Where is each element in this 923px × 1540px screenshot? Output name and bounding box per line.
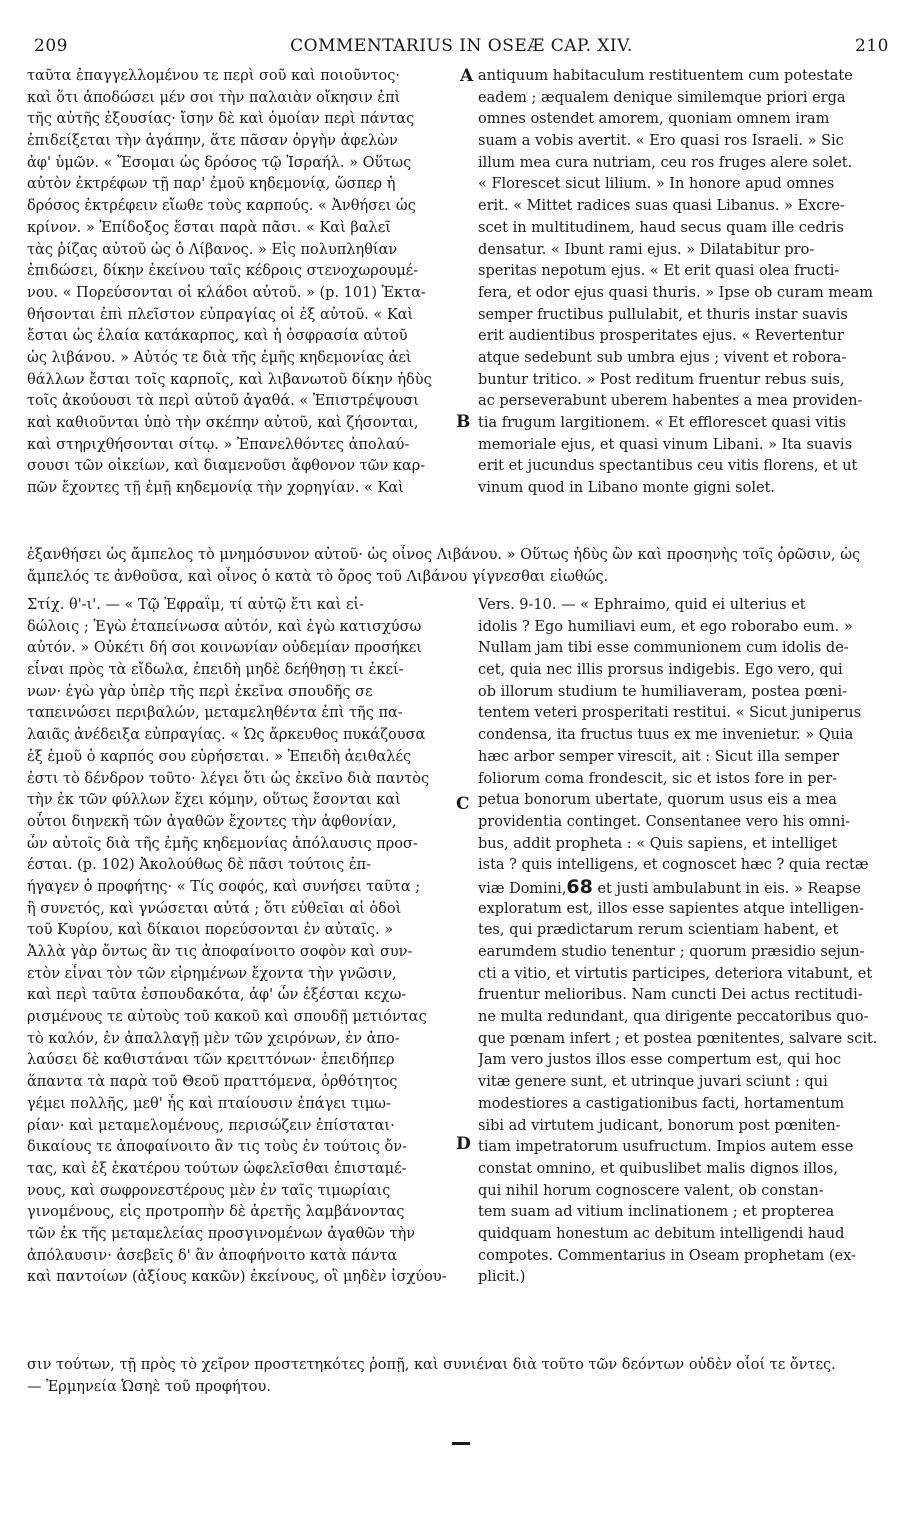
latin-text-line: « Florescet sicut lilium. » In honore apud omnes: [478, 176, 835, 193]
full-width-line-2: ἄμπελός τε ἀνθοῦσα, καὶ οἶνος ὁ κατὰ τὸ ὄρος τοῦ Λιβάνου γίγνεσθαι εἰωθώς.: [27, 569, 609, 585]
latin-text-line: petua bonorum ubertate, quorum usus eis a mea: [478, 792, 837, 809]
latin-text-line: atque sedebunt sub umbra ejus ; vivent et robora-: [478, 349, 847, 366]
greek-text-line: θήσονται ἐπὶ πλεῖστον εὐπραγίας οἱ ἐξ αὐτοῦ. « Καὶ: [27, 306, 414, 323]
greek-text-line: ἅπαντα τὰ παρὰ τοῦ Θεοῦ πραττόμενα, ὀρθότητος: [27, 1074, 398, 1091]
latin-text-line: qui nihil horum cognoscere valent, ob constan-: [478, 1182, 824, 1199]
greek-text-line: καὶ καθιοῦνται ὑπὸ τὴν σκέπην αὐτοῦ, καὶ ζήσονται,: [27, 415, 419, 431]
greek-text-line: ἀπόλαυσιν· ἀσεβεῖς δ' ἂν ἀποφήνοιτο κατὰ πάντα: [27, 1247, 398, 1264]
section-marker-a: A: [460, 66, 474, 86]
closing-title-line: — Ἑρμηνεία Ὡσηὲ τοῦ προφήτου.: [27, 1379, 271, 1395]
latin-text-line: modestiores a castigationibus facti, hortamentum: [478, 1095, 845, 1112]
latin-text-line: compotes. Commentarius in Oseam prophetam (ex-: [478, 1247, 856, 1264]
latin-text-line: fruentur melioribus. Nam cuncti Dei actus rectitudi-: [478, 987, 863, 1004]
greek-text-line: ἐπιδώσει, δίκην ἐκείνου ταῖς κέδροις στενοχωρουμέ-: [27, 263, 419, 280]
latin-text-line: tia frugum largitionem. « Et efflorescet quasi vitis: [478, 415, 847, 431]
greek-text-line: έσται. (p. 102) Ἀκολούθως δὲ πᾶσι τούτοις ἐπ-: [27, 857, 372, 874]
latin-text-line: suam a vobis avertit. « Ero quasi ros Israeli. » Sic: [478, 133, 844, 150]
latin-text-line: illum mea cura nutriam, ceu ros fruges alere solet.: [478, 154, 853, 171]
greek-text-line: ἔσται ὡς ἐλαία κατάκαρπος, καὶ ἡ ὀσφρασία αὐτοῦ: [27, 328, 408, 345]
greek-text-line: τῆς αὐτῆς ἐξουσίας· ἴσην δὲ καὶ ὁμοίαν περὶ πάντας: [27, 111, 415, 128]
latin-text-line: scet in multitudinem, haud secus quam ille cedris: [478, 219, 844, 236]
greek-text-line: καὶ περὶ ταῦτα ἐσπουδακότα, ἀφ' ὧν ἐξέσται κεχω-: [27, 987, 407, 1004]
latin-text-line: ob illorum studium te humiliaveram, postea pœni-: [478, 683, 848, 700]
latin-text-line: idolis ? Ego humiliavi eum, et ego roborabo eum. »: [478, 618, 853, 635]
latin-text-line: plicit.): [478, 1269, 526, 1286]
latin-text-line: Nullam jam tibi esse communionem cum idolis de-: [478, 640, 849, 657]
latin-text-line: que pœnam infert ; et postea pœnitentes, salvare scit.: [478, 1030, 878, 1047]
latin-text-line: cti a vitio, et virtutis participes, deteriora vitabunt, et: [478, 965, 873, 982]
latin-text-line: Jam vero justos illos esse compertum est, qui hoc: [478, 1052, 842, 1069]
greek-text-line: ρισμένους τε αὐτοὺς τοῦ κακοῦ καὶ σπουδῇ μετιόντας: [27, 1009, 427, 1026]
latin-column-top: [478, 66, 892, 500]
latin-text-line: exploratum est, illos esse sapientes atque intelligen-: [478, 900, 864, 917]
running-title: COMMENTARIUS IN OSEÆ CAP. XIV.: [290, 36, 633, 56]
greek-text-line: καὶ παντοίων (ἀξίους κακῶν) ἐκείνους, οἳ μηδὲν ἰσχύου-: [27, 1269, 447, 1286]
latin-text-fragment: et justi ambulabunt in eis. » Reapse: [592, 880, 861, 897]
latin-text-line: condensa, ita fructus tuus ex me invenietur. » Quia: [478, 727, 854, 744]
latin-text-line: cet, quia nec illis prorsus indigebis. Ego vero, qui: [478, 662, 843, 679]
greek-text-line: ὧν αὐτοῖς διὰ τῆς ἐμῆς κηδεμονίας ἀπόλαυσις προσ-: [27, 835, 418, 852]
latin-text-line: omnes ostendet amorem, quoniam omnem iram: [478, 111, 830, 128]
greek-text-line: νους, καὶ σωφρονεστέρους μὲν ἐν ταῖς τιμωρίαις: [27, 1182, 391, 1199]
section-marker-c: C: [456, 794, 470, 814]
greek-text-line: τοῖς ἀκούουσι τὰ περὶ αὐτοῦ ἀγαθά. « Ἐπιστρέψουσι: [27, 393, 419, 410]
section-marker-b: B: [456, 412, 471, 432]
latin-text-line: ista ? quis intelligens, et cognoscet hæc ? quia rectæ: [478, 857, 869, 874]
latin-text-line: buntur tritico. » Post reditum fruentur rebus suis,: [478, 371, 845, 388]
latin-text-line: tiam impetratorum usufructum. Impios autem esse: [478, 1139, 854, 1156]
greek-column-top: [27, 66, 462, 500]
greek-text-line: ἐπιδείξεται τὴν ἀγάπην, ἅτε πᾶσαν ὀργὴν ἀφελὼν: [27, 133, 398, 150]
latin-text-line: erit audientibus prosperitates ejus. « Revertentur: [478, 328, 844, 345]
greek-text-line: νων· ἐγὼ γὰρ ὑπὲρ τῆς περὶ ἐκεῖνα σπουδῆς σε: [27, 683, 373, 700]
latin-text-line: sibi ad virtutem judicant, bonorum post pœniten-: [478, 1117, 841, 1134]
full-width-line-1: ἐξανθήσει ὡς ἄμπελος τὸ μνημόσυνον αὐτοῦ· ὡς οἶνος Λιβάνου. » Οὕτως ἡδὺς ὢν καὶ προσηνὴς τοῖς ὁρῶσιν, ὡς: [27, 547, 861, 563]
latin-text-line: eadem ; æqualem denique similemque priori erga: [478, 89, 846, 106]
latin-text-line: bus, addit propheta : « Quis sapiens, et intelliget: [478, 835, 838, 852]
greek-text-line: οὗτοι διηνεκῆ τῶν ἀγαθῶν ἔχοντες τὴν ἀφθονίαν,: [27, 813, 397, 830]
greek-text-line: τὰς ῥίζας αὐτοῦ ὡς ὁ Λίβανος. » Εἰς πολυπληθίαν: [27, 241, 398, 258]
greek-text-line: νου. « Πορεύσονται οἱ κλάδοι αὐτοῦ. » (p. 101) Ἐκτα-: [27, 284, 426, 301]
greek-text-line: σουσι τῶν οἰκείων, καὶ διαμενοῦσι ἄφθονον τῶν καρ-: [27, 458, 426, 475]
latin-text-line: erit. « Mittet radices suas quasi Libanus. » Excre-: [478, 198, 845, 215]
greek-text-line: καὶ ὅτι ἀποδώσει μέν σοι τὴν παλαιὰν οἴκησιν ἐπὶ: [27, 89, 401, 106]
greek-text-line: γέμει πολλῆς, μεθ' ἧς καὶ πταίουσιν ἐπάγει τιμω-: [27, 1095, 391, 1112]
latin-text-line: providentia continget. Consentanee vero his omni-: [478, 813, 851, 830]
greek-text-line: ἐστι τὸ δένδρον τοῦτο· λέγει ὅτι ὡς ἐκεῖνο διὰ παντὸς: [27, 770, 430, 787]
greek-column-bottom: [27, 595, 462, 1289]
page-number-left: 209: [34, 36, 68, 56]
latin-text-line: Vers. 9-10. — « Ephraimo, quid ei ulterius et: [478, 597, 806, 613]
page-header: [34, 36, 889, 62]
latin-text-line: vitæ genere sunt, et utrinque juvari sciunt : qui: [478, 1074, 828, 1091]
end-rule: [452, 1442, 470, 1445]
greek-text-line: καὶ στηριχθήσονται σίτῳ. » Ἐπανελθόντες ἀπολαύ-: [27, 436, 410, 453]
greek-text-line: θάλλων ἔσται τοῖς καρποῖς, καὶ λιβανωτοῦ δίκην ἡδὺς: [27, 371, 432, 388]
latin-text-line: viæ Domini,68 et justi ambulabunt in eis. » Reapse: [478, 876, 861, 898]
latin-text-line: quidquam honestum ac debitum intelligendi haud: [478, 1225, 845, 1242]
latin-text-line: erit et jucundus spectantibus ceu vitis florens, et ut: [478, 458, 858, 475]
greek-text-line: λαύσει δὲ καθιστάναι τῶν κρειττόνων· ἐπειδήπερ: [27, 1052, 395, 1069]
greek-text-line: ἀφ' ὑμῶν. « Ἔσομαι ὡς δρόσος τῷ Ἰσραήλ. » Οὕτως: [27, 154, 412, 171]
latin-text-line: ac perseverabunt uberem habentes a mea providen-: [478, 393, 863, 410]
section-marker-d: D: [456, 1134, 471, 1154]
greek-text-line: Ἀλλὰ γὰρ ὄντως ἂν τις ἀποφαίνοιτο σοφὸν καὶ συν-: [27, 944, 413, 960]
greek-text-line: τοῦ Κυρίου, καὶ δίκαιοι πορεύσονται ἐν αὐταῖς. »: [27, 922, 394, 939]
latin-text-line: tem suam ad vitium inclinationem ; et propterea: [478, 1204, 835, 1221]
latin-column-bottom: [478, 595, 892, 1289]
latin-text-line: tentem veteri prosperitati restitui. « Sicut juniperus: [478, 705, 862, 722]
greek-text-line: ρίαν· καὶ μεταμελομένους, περισώζειν ἐπίσταται·: [27, 1117, 395, 1134]
latin-text-line: memoriale ejus, et quasi vinum Libani. » Ita suavis: [478, 436, 853, 453]
latin-text-line: fera, et odor ejus quasi thuris. » Ipse ob curam meam: [478, 284, 874, 301]
latin-text-line: densatur. « Ibunt rami ejus. » Dilatabitur pro-: [478, 241, 815, 258]
greek-text-line: Στίχ. θ'-ι'. — « Τῷ Ἐφραΐμ, τί αὐτῷ ἔτι καὶ εἰ-: [27, 597, 365, 613]
greek-text-line: ὡς λιβάνου. » Αὐτός τε διὰ τῆς ἐμῆς κηδεμονίας ἀεὶ: [27, 349, 412, 366]
latin-text-line: tes, qui prædictarum rerum scientiam habent, et: [478, 922, 839, 939]
latin-text-line: hæc arbor semper virescit, ait : Sicut illa semper: [478, 748, 839, 765]
greek-text-line: ήγαγεν ὁ προφήτης· « Τίς σοφός, καὶ συνήσει ταῦτα ;: [27, 878, 421, 895]
latin-text-line: constat omnino, et quibuslibet malis dignos illos,: [478, 1160, 838, 1177]
greek-text-line: δικαίους τε ἀποφαίνοιτο ἂν τις τοὺς ἐν τούτοις ὄν-: [27, 1139, 407, 1156]
latin-text-line: foliorum coma frondescit, sic et istos fore in per-: [478, 770, 838, 787]
page-number-right: 210: [855, 36, 889, 56]
greek-text-line: τὴν ἐκ τῶν φύλλων ἔχει κόμην, οὕτως ἔσονται καὶ: [27, 792, 401, 809]
greek-text-line: λαιᾶς ἀνέδειξα εὐπραγίας. « Ὡς ἄρκευθος πυκάζουσα: [27, 727, 426, 744]
full-width-line-3: σιν τούτων, τῇ πρὸς τὸ χεῖρον προστετηκότες ῥοπῇ, καὶ συνιέναι διὰ τοῦτο τῶν δεόντων οὐδὲν οἷοί τε ὄντες.: [27, 1357, 836, 1373]
greek-text-line: κρίνον. » Ἐπίδοξος ἔσται παρὰ πᾶσι. « Καὶ βαλεῖ: [27, 219, 391, 236]
latin-text-line: semper fructibus pullulabit, et thuris instar suavis: [478, 306, 848, 323]
latin-text-line: earumdem studio tenentur ; quorum præsidio sejun-: [478, 944, 865, 960]
inline-page-number: 68: [566, 876, 593, 898]
greek-text-line: ταῦτα ἐπαγγελλομένου τε περὶ σοῦ καὶ ποιοῦντος·: [27, 68, 400, 84]
greek-text-line: αὐτὸν ἐκτρέφων τῇ παρ' ἐμοῦ κηδεμονίᾳ, ὥσπερ ἡ: [27, 176, 396, 193]
greek-text-line: δρόσος ἐκτρέφειν εἴωθε τοὺς καρπούς. « Ἀνθήσει ὡς: [27, 198, 416, 215]
greek-text-line: ετὸν εἶναι τὸν τῶν εἰρημένων ἔχοντα τὴν γνῶσιν,: [27, 965, 397, 982]
greek-text-line: δώλοις ; Ἐγὼ ἐταπείνωσα αὐτόν, καὶ ἐγὼ κατισχύσω: [27, 618, 422, 635]
greek-text-line: εἶναι πρὸς τὰ εἴδωλα, ἐπειδὴ μηδὲ δεήθησῃ τι ἐκεί-: [27, 662, 404, 679]
greek-text-line: ἢ συνετός, καὶ γνώσεται αὐτά ; ὅτι εὐθεῖαι αἱ ὁδοὶ: [27, 900, 402, 917]
latin-text-line: speritas nepotum ejus. « Et erit quasi olea fructi-: [478, 263, 840, 280]
greek-text-line: αὐτόν. » Οὐκέτι δή σοι κοινωνίαν οὐδεμίαν προσήκει: [27, 640, 422, 657]
greek-text-line: τῶν ἐκ τῆς μεταμελείας προσγινομένων ἀγαθῶν τὴν: [27, 1225, 416, 1242]
latin-text-line: vinum quod in Libano monte gigni solet.: [478, 480, 776, 497]
latin-text-line: antiquum habitaculum restituentem cum potestate: [478, 68, 853, 84]
greek-text-line: τας, καὶ ἐξ ἑκατέρου τούτων ὠφελεῖσθαι ἐπισταμέ-: [27, 1160, 407, 1177]
greek-text-line: ἐξ ἐμοῦ ὁ καρπός σου εὑρήσεται. » Ἐπειδὴ ἀειθαλές: [27, 748, 412, 765]
latin-text-line: ne multa redundant, qua dirigente peccatoribus quo-: [478, 1009, 869, 1026]
greek-text-line: πῶν ἔχοντες τῇ ἐμῇ κηδεμονίᾳ τὴν χορηγίαν. « Καὶ: [27, 480, 404, 497]
greek-text-line: τὸ καλόν, ἐν ἀπαλλαγῇ μὲν τῶν χειρόνων, ἐν ἀπο-: [27, 1030, 400, 1047]
greek-text-line: ταπεινώσει περιβαλών, μεταμεληθέντα ἐπὶ τῆς πα-: [27, 705, 403, 722]
greek-text-line: γινομένους, εἰς προτροπὴν δὲ ἀρετῆς λαμβάνοντας: [27, 1204, 405, 1221]
